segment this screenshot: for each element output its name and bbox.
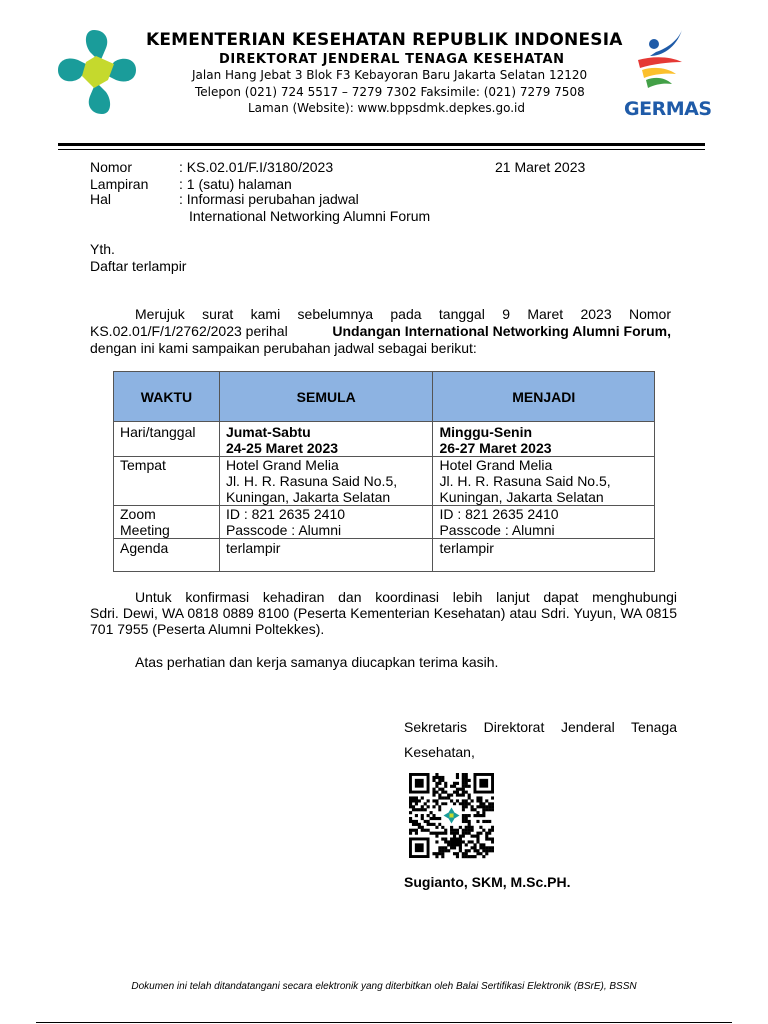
hal-value-2: International Networking Alumni Forum — [189, 208, 431, 224]
cell-line: Hotel Grand Melia — [439, 457, 553, 473]
footer-rule — [36, 1022, 732, 1023]
para3-closing: Atas perhatian dan kerja samanya diucapkan terima kasih. — [135, 654, 499, 670]
recipient-to: Daftar terlampir — [90, 258, 187, 274]
cell-line: ID : 821 2635 2410 — [439, 506, 559, 522]
schedule-table — [113, 371, 655, 572]
cell-line: Kuningan, Jakarta Selatan — [225, 489, 391, 505]
cell-line: Hotel Grand Melia — [225, 457, 339, 473]
signature-qr-code — [409, 773, 494, 859]
letterhead-phone: Telepon (021) 724 5517 – 7279 7302 Faksimile: (021) 7279 7508 — [195, 85, 585, 99]
row-label — [114, 506, 220, 539]
germas-figure-icon — [622, 26, 706, 96]
cell-line: 24-25 Maret 2023 — [225, 440, 339, 456]
cell-menjadi — [433, 457, 655, 506]
header-menjadi: MENJADI — [433, 372, 655, 422]
table-row — [114, 539, 655, 572]
cell-line: Passcode : Alumni — [439, 522, 555, 538]
cell-semula: terlampir — [219, 539, 433, 572]
lampiran-value: : 1 (satu) halaman — [179, 176, 292, 192]
cell-line: Meeting — [120, 522, 170, 538]
footer-esign-note: Dokumen ini telah ditandatangani secara elektronik yang diterbitkan oleh Balai Sertifikasi Elektronik (BSrE), BSSN — [131, 981, 637, 992]
letterhead-website: Laman (Website): www.bppsdmk.depkes.go.id — [248, 101, 525, 115]
letterhead-rule-thin — [58, 149, 705, 150]
signature-title-line1: Sekretaris Direktorat Jenderal Tenaga — [404, 719, 677, 735]
cell-menjadi: terlampir — [433, 539, 655, 572]
recipient-yth: Yth. — [90, 241, 115, 257]
cell-menjadi — [433, 506, 655, 539]
letterhead-directorate: DIREKTORAT JENDERAL TENAGA KESEHATAN — [219, 52, 565, 67]
table-row — [114, 457, 655, 506]
para1-line1: Merujuk surat kami sebelumnya pada tanggal 9 Maret 2023 Nomor — [135, 306, 671, 322]
cell-semula — [219, 506, 433, 539]
kemenkes-logo — [54, 26, 140, 118]
header-semula: SEMULA — [219, 372, 433, 422]
cell-line: Zoom — [120, 506, 156, 522]
cell-line: Kuningan, Jakarta Selatan — [439, 489, 604, 505]
table-row — [114, 422, 655, 457]
para1-line2-ref: KS.02.01/F/1/2762/2023 perihal — [90, 323, 288, 339]
cell-line: ID : 821 2635 2410 — [225, 506, 346, 522]
cell-semula — [219, 422, 433, 457]
cell-semula — [219, 457, 433, 506]
letterhead-address: Jalan Hang Jebat 3 Blok F3 Kebayoran Baru Jakarta Selatan 12120 — [192, 68, 588, 82]
cell-line: 26-27 Maret 2023 — [439, 440, 552, 456]
para2-line1: Untuk konfirmasi kehadiran dan koordinasi lebih lanjut dapat menghubungi — [135, 589, 677, 605]
cell-line: Minggu-Senin — [439, 424, 533, 440]
hal-value-1: : Informasi perubahan jadwal — [179, 191, 359, 207]
table-row — [114, 506, 655, 539]
nomor-label: Nomor — [90, 159, 133, 175]
row-label: Tempat — [114, 457, 220, 506]
table-header-row — [114, 372, 655, 422]
cell-line: Passcode : Alumni — [225, 522, 342, 538]
letter-date: 21 Maret 2023 — [495, 159, 586, 175]
para1-line3: dengan ini kami sampaikan perubahan jadwal sebagai berikut: — [90, 340, 477, 356]
letterhead-rule-thick — [58, 143, 705, 146]
row-label: Hari/tanggal — [114, 422, 220, 457]
cell-line: Jl. H. R. Rasuna Said No.5, — [439, 473, 611, 489]
cell-menjadi — [433, 422, 655, 457]
nomor-value: : KS.02.01/F.I/3180/2023 — [179, 159, 334, 175]
cell-line: Jl. H. R. Rasuna Said No.5, — [225, 473, 398, 489]
para2-line2: Sdri. Dewi, WA 0818 0889 8100 (Peserta Kementerian Kesehatan) atau Sdri. Yuyun, WA 0815 — [90, 605, 677, 621]
lampiran-label: Lampiran — [90, 176, 149, 192]
germas-logo — [622, 26, 712, 122]
letterhead-ministry: KEMENTERIAN KESEHATAN REPUBLIK INDONESIA — [146, 30, 623, 50]
para1-line2-subject: Undangan International Networking Alumni Forum, — [332, 323, 671, 339]
para1-line2 — [90, 323, 671, 339]
para2-line3: 701 7955 (Peserta Alumni Poltekkes). — [90, 621, 325, 637]
cell-line: Jumat-Sabtu — [225, 424, 311, 440]
hal-label: Hal — [90, 191, 112, 207]
signatory-name: Sugianto, SKM, M.Sc.PH. — [404, 874, 571, 890]
germas-text: GERMAS — [624, 98, 712, 120]
row-label: Agenda — [114, 539, 220, 572]
header-waktu: WAKTU — [114, 372, 220, 422]
signature-title-line2: Kesehatan, — [404, 744, 475, 760]
